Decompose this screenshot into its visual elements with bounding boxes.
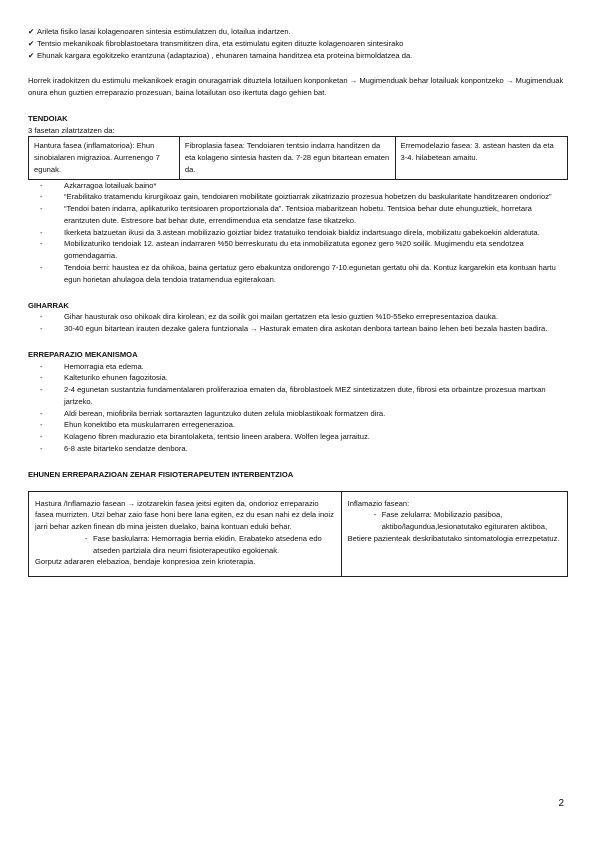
tendoiak-heading: TENDOIAK	[28, 113, 68, 123]
giharrak-heading: GIHARRAK	[28, 300, 69, 310]
page-number: 2	[558, 798, 564, 809]
checkmark-icon: ✔	[28, 50, 35, 60]
inflamazio-title: Inflamazio fasean:	[347, 498, 410, 508]
check-item: ✔ Ehunak kargara egokitzeko erantzuna (adaptazioa) , ehunaren tamaina handitzea eta proteina birmoldatzea da.	[28, 50, 413, 60]
phase-cell: Hantura fasea (inflamatorioa): Ehun sinobialaren migrazioa. Aurrenengo 7 egunak.	[29, 137, 180, 179]
list-item: - Ehun konektibo eta muskularraren erregenerazioa.	[52, 419, 568, 431]
tendoiak-subtitle: 3 fasetan zilatrtzatzen da:	[28, 125, 115, 135]
interventions-table	[28, 491, 568, 578]
list-item: - “Tendoi baten indarra, aplikaturiko tentsioaren proportzionala da”. Tentsioa mabaritzean hobetu. Tentsioa behar dute ehunguztiek, horretara erantzuten dute. Estresore bat behar dute, errendimendua eta sendatze fase tikatzeko.	[52, 203, 568, 227]
list-item: - 30-40 egun bitartean irauten dezake galera funtzionala → Hasturak ematen dira askotan denbora tartean baino lehen beti bezala hasten badira.	[52, 323, 568, 335]
intro-checks	[28, 26, 568, 61]
erreparazio-heading: ERREPARAZIO MEKANISMOA	[28, 349, 138, 359]
hastura-text: Hastura /Inflamazio fasean → izotzarekin fasea jeitsi egiten da, ondorioz erreparazio fasea murrizten. Utzi behar zaio fase honi bere lana egiten, ez du esan nahi ez dela inoiz jarri behar azken finean db mina jeisten duelako, baina kontuan eduki behar.	[35, 498, 334, 532]
list-item: - Mobilizaturiko tendoiak 12. astean indarraren %50 berreskuratu du eta inmobilizatuta egonez gero %20 soilik. Mugimendu eta sendotzea gomendagarria.	[52, 238, 568, 262]
inflamazio-cell	[341, 491, 567, 577]
list-item: - Aldi berean, miofibrila berriak sortarazten laguntzuko duten zelula mioblastikoak formatzen dira.	[52, 408, 568, 420]
erreparazio-list	[28, 361, 568, 455]
hastura-cell	[29, 491, 342, 577]
tendoiak-list	[28, 180, 568, 286]
betiere-text: Betiere pazienteak deskribatutako sintomatologia errezpetatuz.	[347, 533, 560, 543]
giharrak-list	[28, 311, 568, 335]
list-item: - Ikerketa batzuetan ikusi da 3.astean mobilizazio goiztiar bidez tratatuiko tendoiak bialdiz indartsuago direla, mobilizatu gabekoekin alderatuta.	[52, 227, 568, 239]
ehunen-heading: EHUNEN ERREPARAZIOAN ZEHAR FISIOTERAPEUTEN INTERBENTZIOA	[28, 469, 294, 479]
list-item: - Tendoia berri: haustea ez da ohikoa, baina gertatuz gero ebakuntza ondorengo 7-10.egunetan gertatu ohi da. Kontuz kargarekin eta kontuan hartu egun horietan ahulagoa dela tendoia tratamendua egiterakoan.	[52, 262, 568, 286]
list-item: - “Erabilitako tratamendu kirurgikoaz gain, tendoiaren mobilitate goiztiarrak zikatrizazio prozesua hobetzen du baskularitate handitzearen ondorioz”	[52, 191, 568, 203]
gorputz-text: Gorputz adararen elebazioa, bendaje konpresioa zein krioterapia.	[35, 557, 256, 567]
list-item: - Gihar hausturak oso ohikoak dira kirolean, ez da soilik goi mailan gertatzen eta lesio guztien %10-55eko errepresentazioa dauka.	[52, 311, 568, 323]
list-item: - Azkarragoa lotailuak baino*	[52, 180, 568, 192]
fase-baskularra: - Fase baskularra: Hemorragia berria ekidin. Erabateko atsedena edo atseden partziala dira neurri fisioterapeutiko egokienak.	[75, 533, 335, 557]
list-item: - 2-4 egunetan sustantzia fundamentalaren proliferazioa ematen da, fibroblastoek MEZ sintetizatzen dute, fibrosi eta orbaintze prozesua martxan jartzeko.	[52, 384, 568, 408]
phase-cell: Erremodelazio fasea: 3. astean hasten da eta 3-4. hilabetean amaitu.	[395, 137, 568, 179]
checkmark-icon: ✔	[28, 38, 35, 48]
phase-cell: Fibroplasia fasea: Tendoiaren tentsio indarra handitzen da eta kolageno sintesia hasten da. 7-28 egun bitartean ematen da.	[179, 137, 395, 179]
list-item: - 6-8 aste bitarteko sendatze denbora.	[52, 443, 568, 455]
list-item: - Hemorragia eta edema.	[52, 361, 568, 373]
checkmark-icon: ✔	[28, 27, 35, 36]
fase-zelularra: - Fase zelularra: Mobilizazio pasiboa, aktibo/lagundua,lesionatutako egituraren aktiboa,	[364, 509, 561, 533]
list-item: - Kolageno fibren madurazio eta birantolaketa, tentsio lineen arabera. Wolfen legea jarraituz.	[52, 431, 568, 443]
document-page	[28, 26, 568, 577]
intro-paragraph: Horrek iradokitzen du estimulu mekanikoek eragin onuragarriak dituztela lotailuen konponketan → Mugimenduak behar lotailuak konpontzeko → Mugimenduak onura ehun guztien erreparazio prozesuan, baina lotailutan oso ikertuta dago gehien bat.	[28, 76, 564, 98]
check-item: ✔ Tentsio mekanikoak fibroblastoetara transmititzen dira, eta estimulatu egiten dituzte kolagenoaren sintesirako	[28, 38, 404, 48]
check-item: ✔ Arileta fisiko lasai kolagenoaren sintesia estimulatzen du, lotailua indartzen.	[28, 27, 291, 36]
tendoiak-phases-table	[28, 136, 568, 179]
list-item: - Kalteturiko ehunen fagozitosia.	[52, 372, 568, 384]
